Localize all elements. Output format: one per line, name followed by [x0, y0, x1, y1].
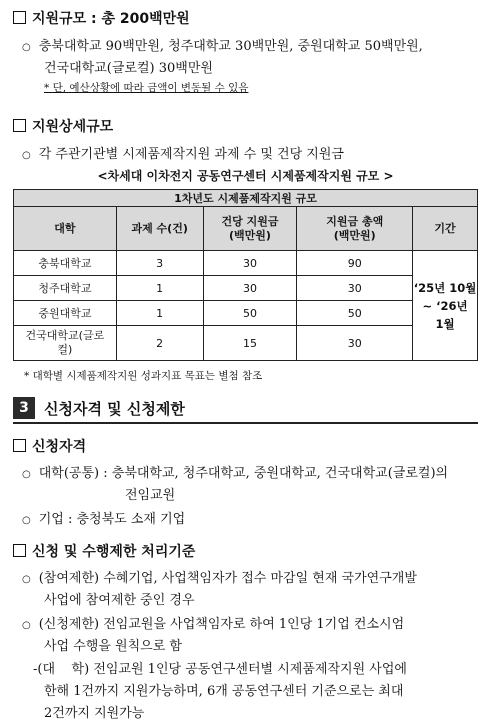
- section-1-heading: [13, 8, 190, 28]
- circle-bullet-icon: ○: [22, 469, 31, 480]
- checkbox-square-icon: [13, 439, 26, 452]
- table-row: 건국대학교(글로 컬) 2 15 30: [14, 326, 478, 361]
- sub2-line4: 사업 수행을 원칙으로 함: [44, 639, 182, 654]
- section-2-heading: [13, 116, 113, 136]
- support-table: [13, 189, 478, 361]
- s2-line1: ○ 각 주관기관별 시제품제작지원 과제 수 및 건당 지원금: [22, 147, 344, 162]
- section-2-title: 지원상세규모: [32, 119, 114, 135]
- header-total: 지원금 총액 (백만원): [297, 207, 413, 251]
- sub2-heading: 신청 및 수행제한 처리기준: [13, 541, 195, 561]
- table-row: 청주대학교 1 30 30: [14, 276, 478, 301]
- table-note: * 대학별 시제품제작지원 성과지표 목표는 별첨 참조: [24, 370, 263, 382]
- sub2-line7: 2건까지 지원가능: [44, 706, 145, 721]
- table-caption: <차세대 이차전지 공동연구센터 시제품제작지원 규모 >: [97, 169, 394, 183]
- checkbox-square-icon: [13, 544, 26, 557]
- table-title: 1차년도 시제품제작지원 규모: [14, 190, 478, 207]
- circle-bullet-icon: ○: [22, 150, 31, 161]
- circle-bullet-icon: ○: [22, 574, 31, 585]
- checkbox-square-icon: [13, 11, 26, 24]
- header-count: 과제 수(건): [116, 207, 203, 251]
- section-3-title: 신청자격 및 신청제한: [44, 400, 185, 418]
- period-cell: ‘25년 10월 ~ ‘26년 1월: [413, 251, 478, 361]
- sub1-line1: ○ 대학(공통) : 충북대학교, 청주대학교, 중원대학교, 건국대학교(글로컬)의: [22, 466, 449, 481]
- sub2-line2: 사업에 참여제한 중인 경우: [44, 593, 195, 608]
- sub2-line5: -(대 학) 전임교원 1인당 공동연구센터별 시제품제작지원 사업에: [33, 662, 407, 677]
- sub1-line2: 전임교원: [125, 488, 176, 503]
- s1-line2: 건국대학교(글로컬) 30백만원: [44, 61, 213, 76]
- section-1-title: 지원규모 : 총 200백만원: [32, 11, 190, 27]
- checkbox-square-icon: [13, 119, 26, 132]
- header-per-item: 건당 지원금 (백만원): [203, 207, 297, 251]
- circle-bullet-icon: ○: [22, 42, 31, 53]
- section-3-number: 3: [13, 397, 35, 419]
- section-3-divider: [13, 422, 478, 424]
- sub1-line3: ○ 기업 : 충청북도 소재 기업: [22, 512, 186, 527]
- sub2-line1: ○ (참여제한) 수혜기업, 사업책임자가 접수 마감일 현재 국가연구개발: [22, 571, 417, 586]
- table-row: 충북대학교 3 30 90 ‘25년 10월 ~ ‘26년 1월: [14, 251, 478, 276]
- circle-bullet-icon: ○: [22, 620, 31, 631]
- header-period: 기간: [413, 207, 478, 251]
- sub2-line3: ○ (신청제한) 전임교원을 사업책임자로 하여 1인당 1기업 컨소시엄: [22, 617, 405, 632]
- sub2-line6: 한해 1건까지 지원가능하며, 6개 공동연구센터 기준으로는 최대: [44, 684, 404, 699]
- s1-note: * 단, 예산상황에 따라 금액이 변동될 수 있음: [44, 82, 249, 94]
- circle-bullet-icon: ○: [22, 515, 31, 526]
- header-university: 대학: [14, 207, 117, 251]
- sub1-heading: 신청자격: [13, 436, 86, 456]
- s1-line1: ○ 충북대학교 90백만원, 청주대학교 30백만원, 중원대학교 50백만원,: [22, 39, 423, 54]
- table-row: 중원대학교 1 50 50: [14, 301, 478, 326]
